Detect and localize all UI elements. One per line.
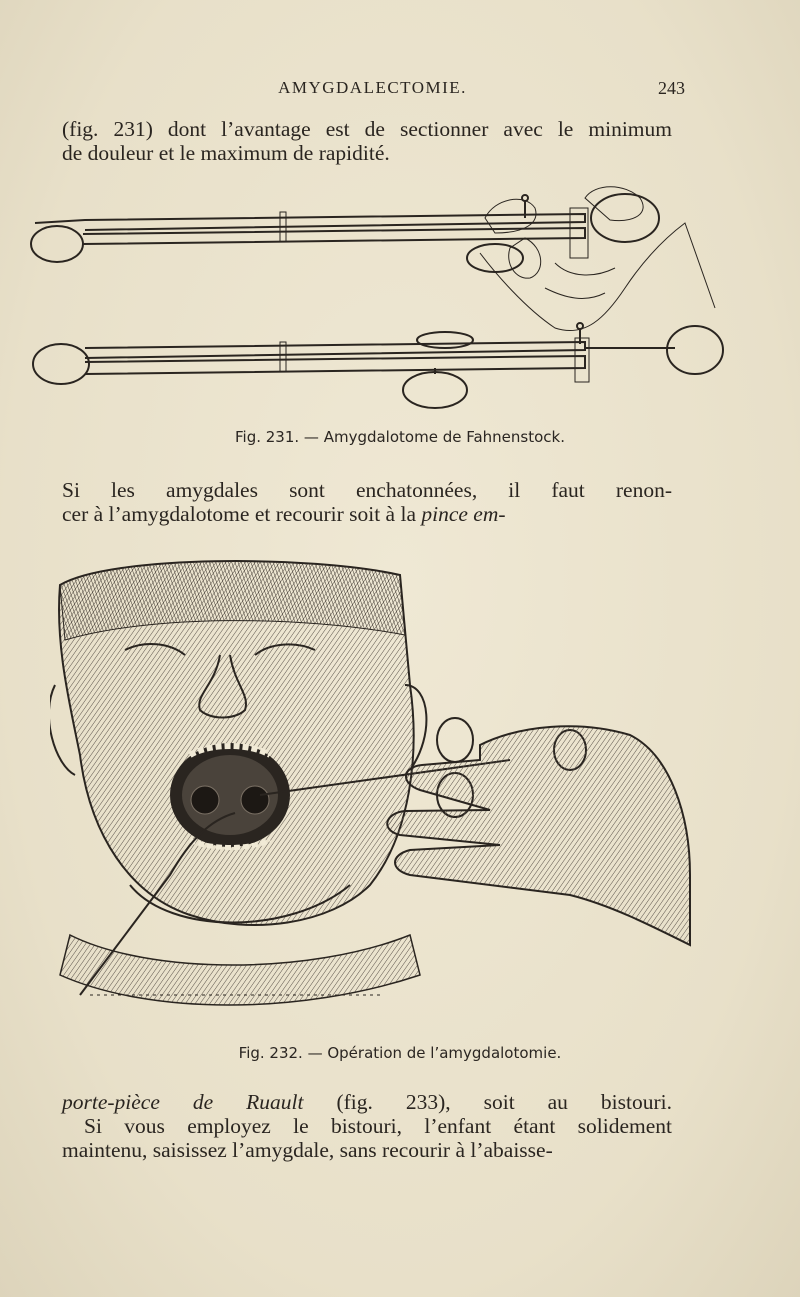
surgeon-hand: [387, 726, 690, 945]
figure-231-caption: Fig. 231. — Amygdalotome de Fahnenstock.: [235, 428, 565, 446]
page-number: 243: [658, 78, 685, 98]
text-line: [62, 502, 672, 526]
paragraph-2: [62, 478, 672, 526]
upper-amygdalotome: [31, 194, 659, 272]
paragraph-1: [62, 117, 672, 165]
figure-231-illustration: [25, 178, 745, 418]
text-line: Si les amygdales sont enchatonnées, il faut renon-: [62, 478, 672, 502]
text-line: de douleur et le maximum de rapidité.: [62, 141, 390, 165]
text-segment: cer à l’amygdalotome et recourir soit à la: [62, 502, 422, 526]
text-segment: (fig. 233), soit au bistouri.: [303, 1090, 672, 1114]
lower-amygdalotome: [33, 323, 723, 408]
text-line: Si vous employez le bistouri, l’enfant étant solidement: [84, 1114, 672, 1138]
paragraph-3: [62, 1090, 672, 1162]
italic-segment: pince em-: [421, 502, 506, 526]
text-line: maintenu, saisissez l’amygdale, sans recourir à l’abaisse-: [62, 1138, 553, 1162]
text-line: [62, 1090, 672, 1114]
hand-drawing: [480, 187, 715, 331]
text-line: (fig. 231) dont l’avantage est de sectionner avec le minimum: [62, 117, 672, 141]
italic-segment: porte-pièce de Ruault: [62, 1090, 304, 1114]
chapter-title: AMYGDALECTOMIE.: [278, 78, 467, 97]
patient-head: [50, 561, 426, 1005]
figure-232-caption: Fig. 232. — Opération de l’amygdalotomie.: [238, 1044, 562, 1062]
running-head: [60, 78, 685, 104]
figure-232-illustration: [50, 555, 700, 1030]
